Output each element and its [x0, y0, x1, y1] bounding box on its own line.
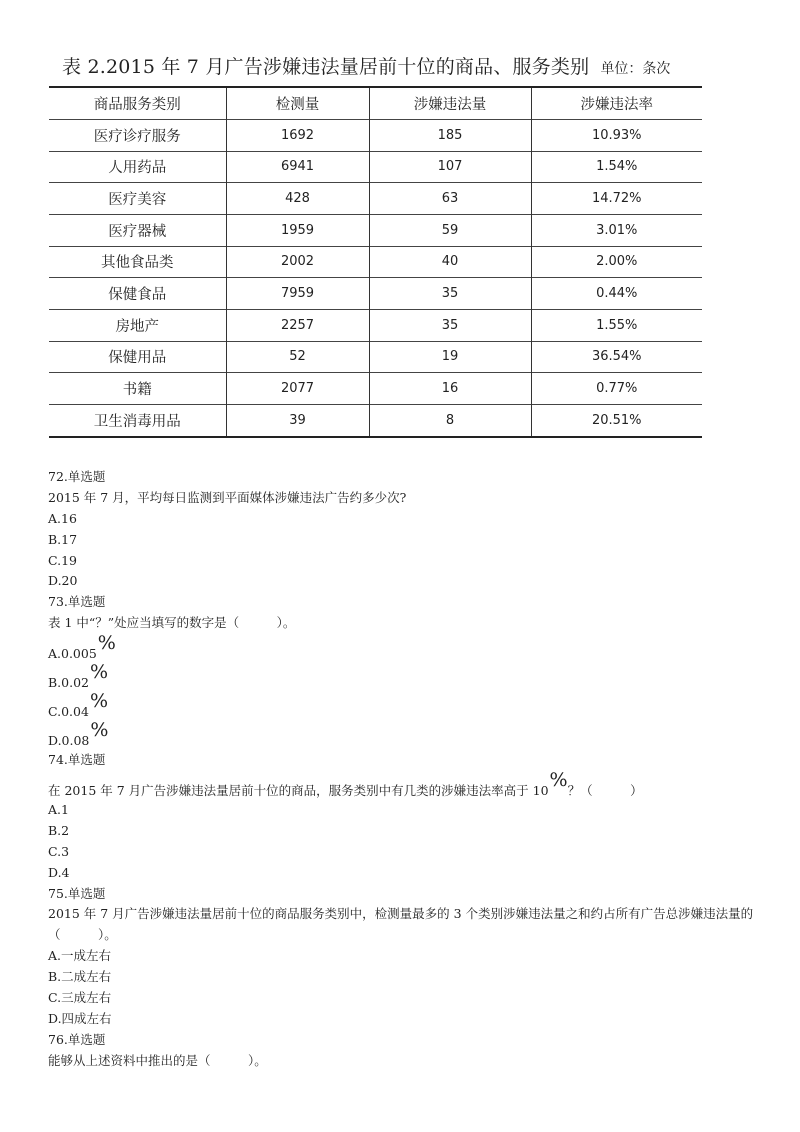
- monitored-cell: 428: [226, 183, 369, 215]
- percent-sign: %: [90, 661, 109, 684]
- question-text: 表 1 中“？”处应当填写的数字是（ ）。: [48, 615, 296, 631]
- question-text: [48, 771, 768, 800]
- percent-sign: %: [89, 690, 108, 713]
- rate-cell: 2.00%: [531, 246, 702, 278]
- question-list: [48, 467, 768, 1072]
- question-text-part: ？（ ）: [567, 783, 643, 799]
- table-row: [49, 404, 702, 437]
- answer-option[interactable]: B.17: [48, 531, 78, 547]
- monitored-cell: 2002: [226, 246, 369, 278]
- table-row: [49, 119, 702, 151]
- table-row: [49, 309, 702, 341]
- category-cell: 医疗诊疗服务: [49, 119, 226, 151]
- category-cell: 医疗美容: [49, 183, 226, 215]
- violations-cell: 35: [369, 309, 531, 341]
- option-label: B.0.02: [48, 675, 89, 691]
- question-header: 74.单选题: [48, 752, 106, 768]
- category-cell: 保健食品: [49, 278, 226, 310]
- rate-cell: 10.93%: [531, 119, 702, 151]
- violations-cell: 16: [369, 373, 531, 405]
- column-header: 检测量: [226, 87, 369, 119]
- percent-sign: %: [549, 769, 568, 792]
- column-header: 涉嫌违法量: [369, 87, 531, 119]
- rate-cell: 0.77%: [531, 373, 702, 405]
- answer-option[interactable]: B.二成左右: [48, 969, 112, 985]
- table-row: [49, 246, 702, 278]
- question-text-part: 在 2015 年 7 月广告涉嫌违法量居前十位的商品，服务类别中有几类的涉嫌违法率高于 10: [48, 783, 549, 799]
- answer-option[interactable]: [48, 634, 768, 663]
- option-label: A.0.005: [48, 646, 97, 662]
- category-cell: 其他食品类: [49, 246, 226, 278]
- violations-cell: 19: [369, 341, 531, 373]
- rate-cell: 3.01%: [531, 214, 702, 246]
- answer-option[interactable]: [48, 692, 768, 721]
- category-cell: 卫生消毒用品: [49, 404, 226, 437]
- table-title: 表 2.2015 年 7 月广告涉嫌违法量居前十位的商品、服务类别: [62, 56, 590, 78]
- monitored-cell: 1959: [226, 214, 369, 246]
- monitored-cell: 52: [226, 341, 369, 373]
- table-row: [49, 278, 702, 310]
- question-text: 2015 年 7 月广告涉嫌违法量居前十位的商品服务类别中，检测量最多的 3 个类别涉嫌违法量之和约占所有广告总涉嫌违法量的（ ）。: [48, 906, 754, 943]
- rate-cell: 1.55%: [531, 309, 702, 341]
- rate-cell: 0.44%: [531, 278, 702, 310]
- percent-sign: %: [90, 719, 109, 742]
- column-header: 商品服务类别: [49, 87, 226, 119]
- table-row: [49, 373, 702, 405]
- question-header: 75.单选题: [48, 885, 106, 901]
- violations-cell: 185: [369, 119, 531, 151]
- question-text: 2015 年 7 月，平均每日监测到平面媒体涉嫌违法广告约多少次?: [48, 489, 407, 505]
- data-table: [49, 86, 702, 438]
- violations-cell: 40: [369, 246, 531, 278]
- monitored-cell: 1692: [226, 119, 369, 151]
- question-text: 能够从上述资料中推出的是（ ）。: [48, 1052, 267, 1068]
- monitored-cell: 7959: [226, 278, 369, 310]
- rate-cell: 14.72%: [531, 183, 702, 215]
- monitored-cell: 2257: [226, 309, 369, 341]
- category-cell: 医疗器械: [49, 214, 226, 246]
- answer-option[interactable]: C.3: [48, 843, 70, 859]
- category-cell: 房地产: [49, 309, 226, 341]
- option-label: D.0.08: [48, 733, 90, 749]
- rate-cell: 20.51%: [531, 404, 702, 437]
- violations-cell: 107: [369, 151, 531, 183]
- answer-option[interactable]: A.一成左右: [48, 948, 112, 964]
- answer-option[interactable]: C.三成左右: [48, 990, 112, 1006]
- answer-option[interactable]: C.19: [48, 552, 77, 568]
- table-row: [49, 151, 702, 183]
- percent-sign: %: [97, 632, 116, 655]
- answer-option[interactable]: A.16: [48, 510, 77, 526]
- category-cell: 书籍: [49, 373, 226, 405]
- category-cell: 人用药品: [49, 151, 226, 183]
- table-row: [49, 214, 702, 246]
- monitored-cell: 2077: [226, 373, 369, 405]
- violations-cell: 63: [369, 183, 531, 215]
- column-header: 涉嫌违法率: [531, 87, 702, 119]
- violations-cell: 35: [369, 278, 531, 310]
- monitored-cell: 6941: [226, 151, 369, 183]
- table-unit: 单位：条次: [600, 61, 671, 77]
- question-header: 72.单选题: [48, 469, 106, 484]
- answer-option[interactable]: D.20: [48, 573, 78, 589]
- monitored-cell: 39: [226, 404, 369, 437]
- answer-option[interactable]: [48, 663, 768, 692]
- violations-cell: 8: [369, 404, 531, 437]
- option-label: C.0.04: [48, 704, 89, 720]
- violations-cell: 59: [369, 214, 531, 246]
- question-header: 76.单选题: [48, 1031, 106, 1047]
- table-caption: [62, 52, 762, 82]
- table-header-row: [49, 87, 702, 119]
- answer-option[interactable]: B.2: [48, 822, 70, 838]
- answer-option[interactable]: D.四成左右: [48, 1010, 112, 1026]
- answer-option[interactable]: D.4: [48, 864, 70, 880]
- category-cell: 保健用品: [49, 341, 226, 373]
- table-row: [49, 183, 702, 215]
- rate-cell: 1.54%: [531, 151, 702, 183]
- question-header: 73.单选题: [48, 594, 106, 610]
- table-row: [49, 341, 702, 373]
- answer-option[interactable]: [48, 721, 768, 750]
- answer-option[interactable]: A.1: [48, 802, 69, 818]
- rate-cell: 36.54%: [531, 341, 702, 373]
